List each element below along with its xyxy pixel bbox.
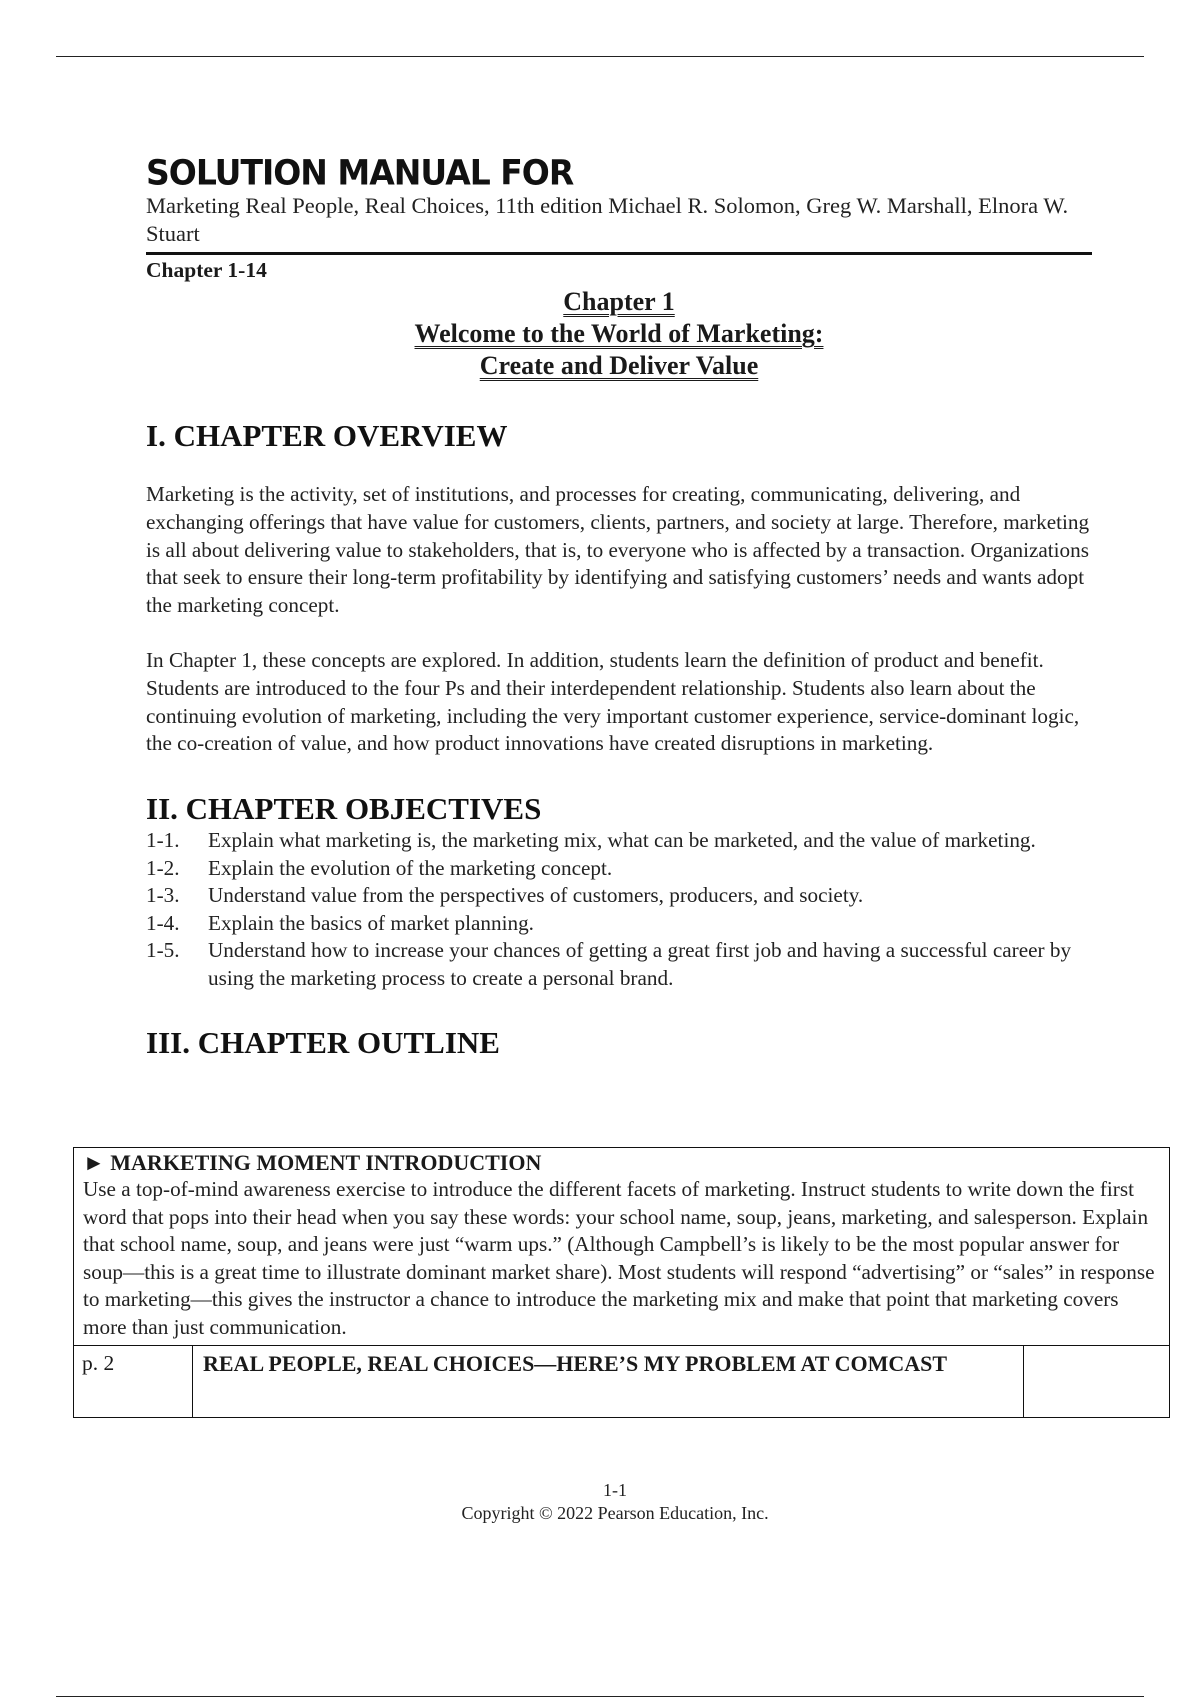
table-row (74, 1346, 1169, 1417)
objective-text: Explain what marketing is, the marketing mix, what can be marketed, and the value of marketing. (208, 828, 1036, 853)
notes-cell (1024, 1346, 1169, 1417)
chapter-title-line1: Welcome to the World of Marketing: (414, 319, 824, 348)
marketing-moment-body: Use a top-of-mind awareness exercise to introduce the different facets of marketing. Instruct students to write down the first word that pops into their head when you say these words: your school name, soup, jeans, marketing, and salesperson. Explain that school name, soup, and jeans were just “warm ups.” (Although Campbell’s is likely to be the most popular answer for soup—this is a great time to illustrate dominant market share). Most students will respond “advertising” or “sales” in response to marketing—this gives the instructor a chance to introduce the marketing mix and make that point that marketing covers more than just communication. (83, 1177, 1155, 1339)
chapter-number: Chapter 1 (563, 287, 675, 316)
objective-number: 1-3. (146, 883, 180, 908)
chapter-heading (146, 286, 1092, 382)
objective-number: 1-1. (146, 828, 180, 853)
marketing-moment-box (74, 1148, 1169, 1346)
objective-number: 1-5. (146, 938, 180, 963)
objective-item (146, 855, 1092, 883)
outline-heading: III. CHAPTER OUTLINE (146, 1025, 500, 1061)
top-divider (56, 56, 1144, 57)
bottom-divider (56, 1696, 1144, 1697)
overview-heading: I. CHAPTER OVERVIEW (146, 418, 508, 453)
objective-item (146, 882, 1092, 910)
objectives-list (146, 827, 1092, 992)
objective-text: Explain the basics of market planning. (208, 910, 534, 935)
overview-paragraph: Marketing is the activity, set of institutions, and processes for creating, communicating, delivering, and exchanging offerings that have value for customers, clients, partners, and society at large. Therefore, marketing is all about delivering value to stakeholders, that is, to everyone who is affected by a transaction. Organizations that seek to ensure their long-term profitability by identifying and satisfying customers’ needs and wants adopt the marketing concept. (146, 482, 1090, 618)
objective-item (146, 827, 1092, 855)
outline-table (73, 1147, 1170, 1418)
objective-item (146, 910, 1092, 938)
topic-cell: REAL PEOPLE, REAL CHOICES—HERE’S MY PROBLEM AT COMCAST (193, 1346, 1024, 1417)
page-number: 1-1 (603, 1480, 627, 1500)
book-info: Marketing Real People, Real Choices, 11th edition Michael R. Solomon, Greg W. Marshall, Elnora W. Stuart (146, 193, 1069, 246)
document-title: SOLUTION MANUAL FOR (146, 151, 574, 193)
page-footer (0, 1479, 1200, 1525)
objective-number: 1-4. (146, 910, 180, 935)
objective-number: 1-2. (146, 855, 180, 880)
overview-paragraph: In Chapter 1, these concepts are explored. In addition, students learn the definition of product and benefit. Students are introduced to the four Ps and their interdependent relationship. Students also learn about the continuing evolution of marketing, including the very important customer experience, service-dominant logic, the co-creation of value, and how product innovations have created disruptions in marketing. (146, 647, 1080, 756)
page-reference-cell: p. 2 (74, 1346, 193, 1417)
objective-item (146, 937, 1092, 992)
document-page (146, 151, 1092, 1061)
objective-text: Explain the evolution of the marketing concept. (208, 855, 613, 880)
marketing-moment-title: ► MARKETING MOMENT INTRODUCTION (83, 1150, 542, 1175)
objective-text: Understand value from the perspectives of customers, producers, and society. (208, 883, 864, 908)
objective-text: Understand how to increase your chances of getting a great first job and having a successful career by using the marketing process to create a personal brand. (208, 938, 1072, 990)
objectives-heading: II. CHAPTER OBJECTIVES (146, 791, 542, 827)
chapter-range: Chapter 1-14 (146, 252, 1092, 282)
chapter-title-line2: Create and Deliver Value (479, 351, 759, 380)
copyright-notice: Copyright © 2022 Pearson Education, Inc. (461, 1503, 769, 1523)
